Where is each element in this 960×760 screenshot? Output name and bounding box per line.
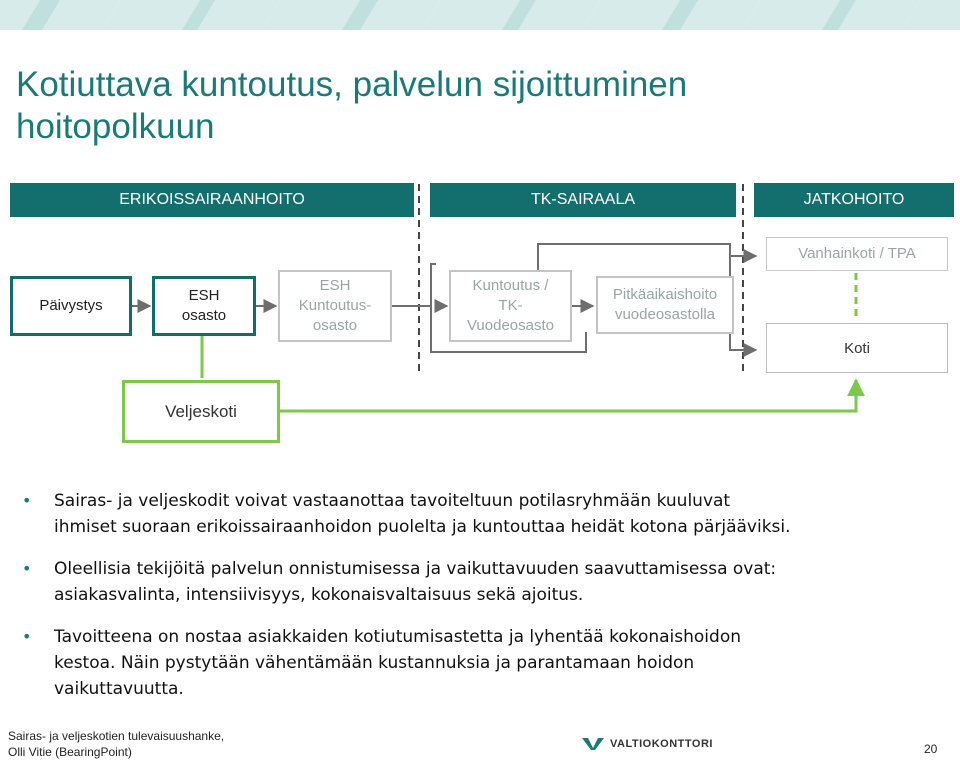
footer-credit [8, 728, 224, 760]
node-vanhainkoti [766, 237, 948, 271]
logo-mark-icon [582, 738, 604, 750]
node-tk-kuntoutus-line-2: TK- [498, 297, 523, 314]
valtiokonttori-logo [582, 738, 713, 750]
node-esh-osasto-line-1: ESH [188, 287, 220, 304]
bullet-3-line-3: vaikuttavuutta. [54, 679, 184, 699]
node-tk-vuodeosasto [449, 270, 572, 342]
bullet-item [22, 624, 942, 702]
arrow-to-tk-upper [392, 264, 436, 306]
phase-jatkohoito: JATKOHOITO [754, 183, 954, 217]
bullet-item [22, 488, 942, 540]
bullet-item [22, 556, 942, 608]
page-number: 20 [924, 742, 938, 756]
node-pitkaaikais-line-2: vuodeosastolla [614, 306, 716, 323]
node-pitkaaikais-line-1: Pitkäaikaishoito [612, 286, 718, 303]
bullet-dot-icon: • [22, 627, 32, 646]
footer-line-1: Sairas- ja veljeskotien tulevaisuushanke, [8, 729, 225, 743]
bullet-list [22, 488, 942, 718]
node-veljeskoti [122, 380, 280, 443]
node-vanhainkoti-label: Vanhainkoti / TPA [798, 245, 916, 262]
node-tk-kuntoutus-line-1: Kuntoutus / [472, 277, 549, 294]
phase-erikoissairaanhoito: ERIKOISSAIRAANHOITO [10, 183, 414, 217]
bullet-2-line-1: Oleellisia tekijöitä palvelun onnistumisessa ja vaikuttavuuden saavuttamisessa ovat: [54, 559, 777, 579]
node-veljeskoti-label: Veljeskoti [165, 401, 237, 421]
node-koti [766, 323, 948, 373]
node-pitkaaikaishoito [596, 276, 734, 334]
node-paivystys-label: Päivystys [39, 297, 103, 314]
node-paivystys [10, 276, 132, 336]
bullet-3-line-2: kestoa. Näin pystytään vähentämään kustannuksia ja parantamaan hoidon [54, 653, 695, 673]
bullet-1-line-2: ihmiset suoraan erikoissairaanhoidon puolelta ja kuntouttaa heidät kotona pärjääviksi. [54, 517, 791, 537]
page-title: Kotiuttava kuntoutus, palvelun sijoittuminen hoitopolkuun [16, 65, 688, 146]
bullet-dot-icon: • [22, 491, 32, 510]
bullet-dot-icon: • [22, 559, 32, 578]
bullet-3-line-1: Tavoitteena on nostaa asiakkaiden kotiutumisastetta ja lyhentää kokonaishoidon [54, 627, 741, 647]
node-esh-kuntoutusosasto [278, 270, 392, 342]
node-esh-osasto [152, 276, 256, 336]
node-tk-kuntoutus-line-3: Vuodeosasto [466, 317, 554, 334]
footer-line-2: Olli Vitie (BearingPoint) [8, 745, 132, 759]
node-esh-kuntoutus-line-2: Kuntoutus- [298, 297, 372, 314]
green-arrow-veljeskoti-koti [280, 380, 856, 411]
bullet-1-line-1: Sairas- ja veljeskodit voivat vastaanottaa tavoiteltuun potilasryhmään kuuluvat [54, 491, 731, 511]
node-esh-kuntoutus-line-1: ESH [319, 277, 351, 294]
logo-text: VALTIOKONTTORI [610, 738, 713, 750]
node-esh-kuntoutus-line-3: osasto [312, 317, 358, 334]
node-esh-osasto-line-2: osasto [181, 307, 227, 324]
phase-tk-sairaala: TK-SAIRAALA [430, 183, 736, 217]
node-koti-label: Koti [844, 339, 870, 357]
bullet-2-line-2: asiakasvalinta, intensiivisyys, kokonaisvaltaisuus sekä ajoitus. [54, 585, 584, 605]
